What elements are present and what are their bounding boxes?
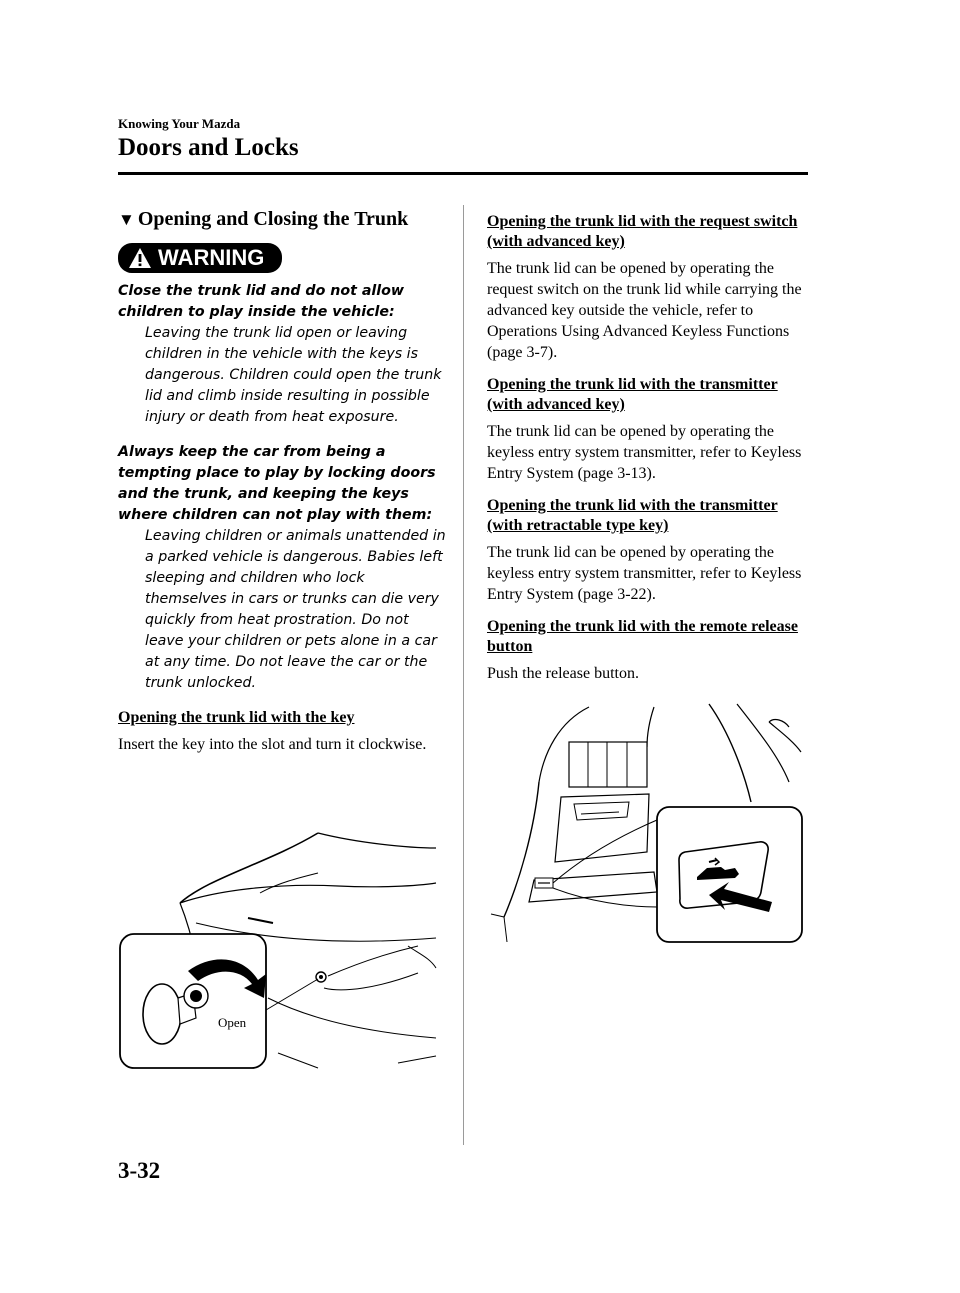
- key-section-heading: Opening the trunk lid with the key: [118, 709, 355, 726]
- request-switch-body: The trunk lid can be opened by operating the request switch on the trunk lid while carrying the advanced key outside the vehicle, refer to Operations Using Advanced Keyless Functions (page 3-7).: [487, 260, 802, 361]
- section-marker-icon: ▼: [118, 210, 135, 229]
- transmitter-advanced-body: The trunk lid can be opened by operating the keyless entry system transmitter, refer to Keyless Entry System (page 3-13).: [487, 423, 802, 482]
- transmitter-retractable-body: The trunk lid can be opened by operating the keyless entry system transmitter, refer to Keyless Entry System (page 3-22).: [487, 544, 802, 603]
- warning-label: WARNING: [158, 245, 265, 270]
- warning-heading-1: Close the trunk lid and do not allow children to play inside the vehicle:: [118, 283, 404, 320]
- warning-badge: [118, 243, 282, 273]
- section-title: [118, 208, 448, 231]
- warning-block: [118, 281, 448, 694]
- left-column: [118, 208, 448, 767]
- page-number: 3-32: [118, 1158, 161, 1183]
- open-label: Open: [218, 1015, 247, 1030]
- chapter-title: Doors and Locks: [118, 134, 299, 161]
- release-button-illustration: [489, 702, 809, 952]
- remote-release-body: Push the release button.: [487, 665, 639, 682]
- warning-body-1: Leaving the trunk lid open or leaving children in the vehicle with the keys is dangerous. Children could open the trunk lid and climb inside resulting in possible injury or death from heat exposure.: [145, 325, 442, 425]
- warning-heading-2: Always keep the car from being a tempting place to play by locking doors and the trunk, and keeping the keys where children can not play with them:: [118, 444, 436, 523]
- column-divider: [463, 205, 464, 1145]
- header-rule: [118, 172, 808, 175]
- remote-release-heading: Opening the trunk lid with the remote release button: [487, 618, 798, 655]
- trunk-key-svg: [118, 828, 448, 1078]
- section-title-text: Opening and Closing the Trunk: [137, 208, 409, 230]
- key-section-body: Insert the key into the slot and turn it clockwise.: [118, 736, 427, 753]
- warning-body-2: Leaving children or animals unattended in a parked vehicle is dangerous. Babies left sleeping and children who lock themselves in cars or trunks can die very quickly from heat prostration. Do not leave your children or pets alone in a car at any time. Do not leave the car or the trunk unlocked.: [145, 528, 446, 691]
- header-section-label: Knowing Your Mazda: [118, 116, 241, 131]
- warning-triangle-icon: [128, 247, 152, 269]
- release-button-svg: [489, 702, 809, 947]
- request-switch-heading: Opening the trunk lid with the request switch (with advanced key): [487, 213, 798, 250]
- trunk-key-illustration: [118, 828, 448, 1083]
- transmitter-advanced-heading: Opening the trunk lid with the transmitter (with advanced key): [487, 376, 778, 413]
- transmitter-retractable-heading: Opening the trunk lid with the transmitter (with retractable type key): [487, 497, 778, 534]
- right-column: [487, 212, 807, 696]
